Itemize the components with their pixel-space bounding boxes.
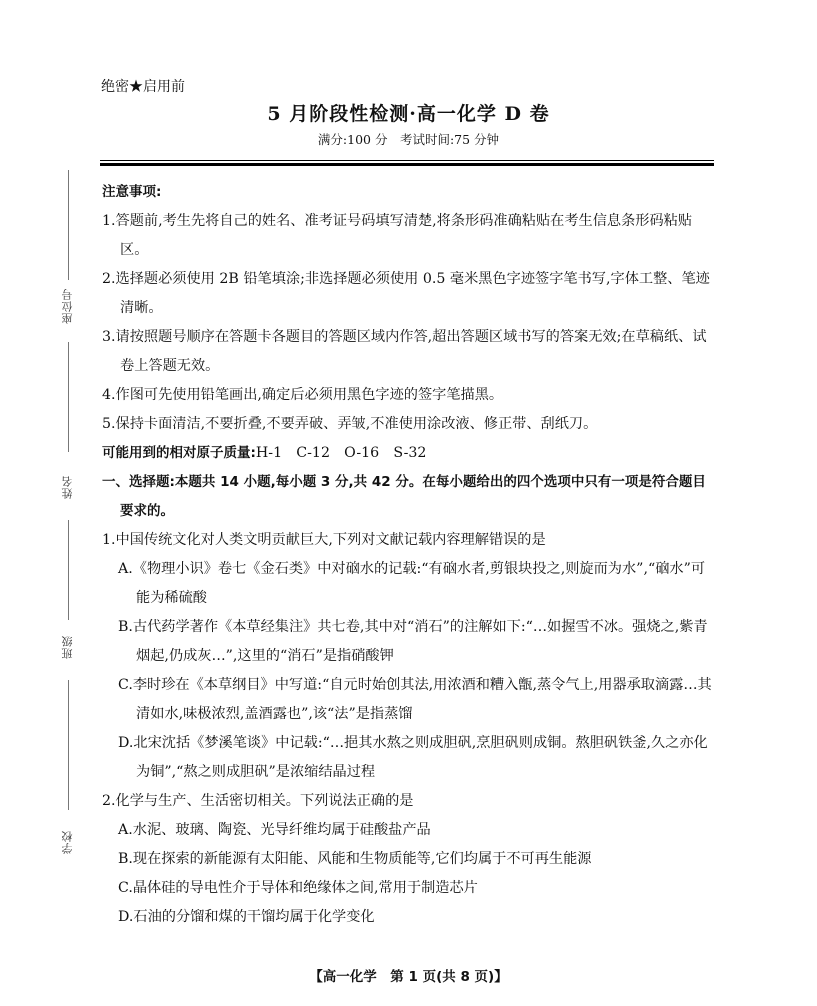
- notice-item: 5.保持卡面清洁,不要折叠,不要弄破、弄皱,不准使用涂改液、修正带、刮纸刀。: [102, 416, 598, 432]
- question-option: A.水泥、玻璃、陶瓷、光导纤维均属于硅酸盐产品: [118, 822, 431, 838]
- question-option: B.现在探索的新能源有太阳能、风能和生物质能等,它们均属于不可再生能源: [118, 851, 592, 867]
- exam-content: [102, 178, 716, 932]
- secret-mark: 绝密★启用前: [101, 79, 185, 95]
- atomic-mass-values: H-1 C-12 O-16 S-32: [255, 445, 427, 461]
- question-option: C.晶体硅的导电性介于导体和绝缘体之间,常用于制造芯片: [118, 880, 478, 896]
- exam-title: 5 月阶段性检测·高一化学 D 卷: [267, 103, 550, 125]
- section-heading: 一、选择题:本题共 14 小题,每小题 3 分,共 42 分。在每小题给出的四个选项中只有一项是符合题目要求的。: [102, 474, 706, 519]
- notice-item: 1.答题前,考生先将自己的姓名、准考证号码填写清楚,将条形码准确粘贴在考生信息条形码粘贴区。: [102, 213, 693, 258]
- question-option: C.李时珍在《本草纲目》中写道:“自元时始创其法,用浓酒和糟入甑,蒸令气上,用器承取滴露…其清如水,味极浓烈,盖酒露也”,该“法”是指蒸馏: [118, 677, 712, 722]
- binding-line: [68, 342, 69, 452]
- notice-heading: 注意事项:: [102, 184, 162, 200]
- question-option: D.石油的分馏和煤的干馏均属于化学变化: [118, 909, 375, 925]
- binding-label-school: 学校: [61, 830, 74, 854]
- atomic-mass-label: 可能用到的相对原子质量:: [102, 445, 256, 461]
- notice-item: 2.选择题必须使用 2B 铅笔填涂;非选择题必须使用 0.5 毫米黑色字迹签字笔书写,字体工整、笔迹清晰。: [102, 271, 710, 316]
- header-rule-thin: [100, 160, 714, 161]
- binding-line: [68, 170, 69, 280]
- notice-item: 4.作图可先使用铅笔画出,确定后必须用黑色字迹的签字笔描黑。: [102, 387, 504, 403]
- atomic-mass-line: [102, 439, 716, 468]
- binding-line: [68, 680, 69, 810]
- question-stem: 1.中国传统文化对人类文明贡献巨大,下列对文献记载内容理解错误的是: [102, 532, 546, 548]
- exam-subtitle: 满分:100 分 考试时间:75 分钟: [317, 132, 500, 147]
- question-option: A.《物理小识》卷七《金石类》中对硇水的记载:“有硇水者,剪银块投之,则旋而为水”,“硇水”可能为稀硫酸: [118, 561, 706, 606]
- question-option: D.北宋沈括《梦溪笔谈》中记载:“…挹其水熬之则成胆矾,烹胆矾则成铜。熬胆矾铁釜,久之亦化为铜”,“熬之则成胆矾”是浓缩结晶过程: [118, 735, 708, 780]
- header-rule-thick: [100, 163, 714, 166]
- binding-label-seat: 座位号: [61, 288, 74, 324]
- question-option: B.古代药学著作《本草经集注》共七卷,其中对“消石”的注解如下:“…如握雪不冰。强烧之,紫青烟起,仍成灰…”,这里的“消石”是指硝酸钾: [118, 619, 708, 664]
- binding-strip: [38, 170, 98, 890]
- binding-label-class: 班级: [61, 635, 74, 659]
- binding-line: [68, 520, 69, 620]
- binding-label-name: 姓名: [61, 475, 74, 499]
- notice-item: 3.请按照题号顺序在答题卡各题目的答题区域内作答,超出答题区域书写的答案无效;在草稿纸、试卷上答题无效。: [102, 329, 707, 374]
- question-stem: 2.化学与生产、生活密切相关。下列说法正确的是: [102, 793, 414, 809]
- page-footer: 【高一化学 第 1 页(共 8 页)】: [309, 969, 508, 985]
